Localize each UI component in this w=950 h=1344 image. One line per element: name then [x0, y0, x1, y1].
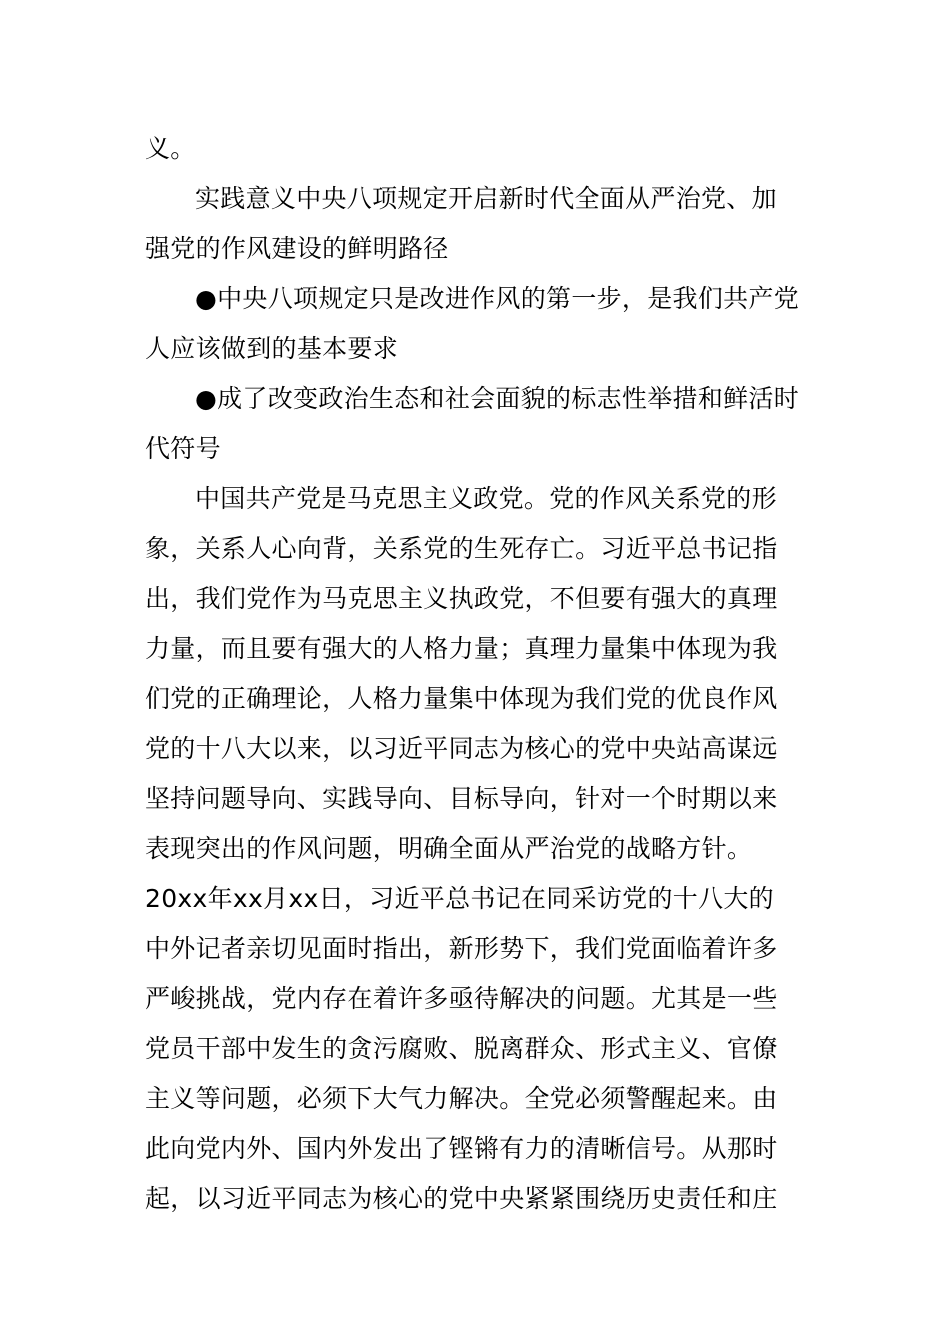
text-line-18: 严峻挑战，党内存在着许多亟待解决的问题。尤其是一些 [145, 984, 778, 1013]
text-line-12: 们党的正确理论，人格力量集中体现为我们党的优良作风 [145, 684, 778, 713]
text-line-9: 象，关系人心向背，关系党的生死存亡。习近平总书记指 [145, 534, 778, 563]
text-line-8: 中国共产党是马克思主义政党。党的作风关系党的形 [195, 484, 777, 513]
text-line-1: 义。 [145, 134, 196, 163]
text-line-16: 20xx年xx月xx日，习近平总书记在同采访党的十八大的 [145, 884, 774, 913]
text-line-22: 起，以习近平同志为核心的党中央紧紧围绕历史责任和庄 [145, 1184, 778, 1213]
text-line-19: 党员干部中发生的贪污腐败、脱离群众、形式主义、官僚 [145, 1034, 778, 1063]
text-line-5: 人应该做到的基本要求 [145, 334, 399, 363]
text-line-21: 此向党内外、国内外发出了铿锵有力的清晰信号。从那时 [145, 1134, 778, 1163]
text-line-4: ●中央八项规定只是改进作风的第一步，是我们共产党 [195, 284, 800, 313]
text-line-10: 出，我们党作为马克思主义执政党，不但要有强大的真理 [145, 584, 778, 613]
text-line-14: 坚持问题导向、实践导向、目标导向，针对一个时期以来 [145, 784, 778, 813]
text-line-13: 党的十八大以来，以习近平同志为核心的党中央站高谋远 [145, 734, 778, 763]
text-line-17: 中外记者亲切见面时指出，新形势下，我们党面临着许多 [145, 934, 778, 963]
text-line-6: ●成了改变政治生态和社会面貌的标志性举措和鲜活时 [195, 384, 800, 413]
text-line-7: 代符号 [145, 434, 221, 463]
text-line-20: 主义等问题，必须下大气力解决。全党必须警醒起来。由 [145, 1084, 778, 1113]
text-line-11: 力量，而且要有强大的人格力量；真理力量集中体现为我 [145, 634, 778, 663]
text-line-3: 强党的作风建设的鲜明路径 [145, 234, 449, 263]
text-line-15: 表现突出的作风问题，明确全面从严治党的战略方针。 [145, 834, 753, 863]
text-line-2: 实践意义中央八项规定开启新时代全面从严治党、加 [195, 184, 777, 213]
